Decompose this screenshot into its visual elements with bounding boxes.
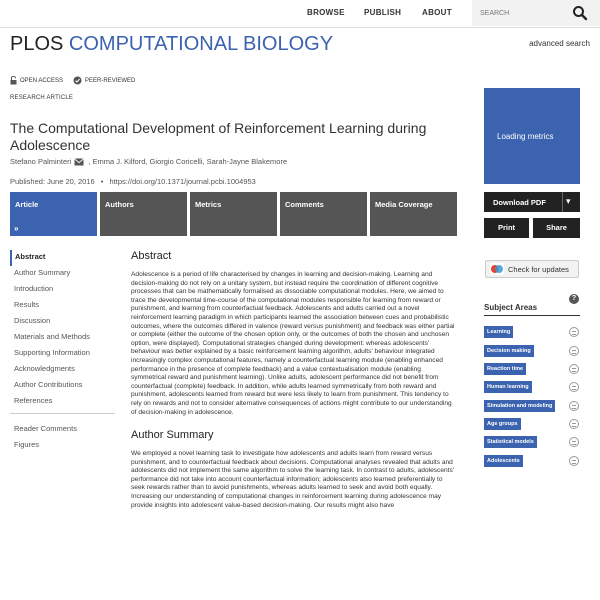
article-body [131,250,456,510]
tab-label: Comments [285,200,324,209]
flag-icon[interactable] [569,437,579,447]
article-type: RESEARCH ARTICLE [10,95,74,101]
help-icon[interactable]: ? [569,294,579,304]
top-navigation [0,0,600,28]
flag-icon[interactable] [569,401,579,411]
open-access-label: OPEN ACCESS [20,77,64,84]
subject-areas-divider [484,315,580,316]
subject-tag[interactable]: Age groups [484,418,521,430]
flag-icon[interactable] [569,327,579,337]
metrics-loading-text: Loading metrics [497,132,554,141]
published-date: Published: June 20, 2016 [10,177,95,186]
nav-about[interactable]: ABOUT [422,8,452,17]
check-for-updates-label: Check for updates [508,264,569,274]
search-icon[interactable] [572,5,588,21]
toc-discussion[interactable]: Discussion [14,316,51,325]
nav-publish[interactable]: PUBLISH [364,8,402,17]
toc-divider [10,413,115,414]
advanced-search-link[interactable]: advanced search [529,39,590,48]
toc-results[interactable]: Results [14,300,40,309]
chevron-down-icon: » [14,224,19,233]
subject-tag[interactable]: Decision making [484,345,534,357]
open-lock-icon [10,76,17,85]
caret-down-icon[interactable]: ▾ [566,196,571,206]
subject-tag[interactable]: Reaction time [484,363,526,375]
toc-references[interactable]: References [14,396,53,405]
subject-tag[interactable]: Simulation and modeling [484,400,555,412]
separator-bullet: • [100,177,104,186]
metrics-panel[interactable] [484,88,580,184]
peer-reviewed-badge [73,76,135,85]
tab-label: Article [15,200,39,209]
flag-icon[interactable] [569,382,579,392]
subject-tag[interactable]: Adolescents [484,455,523,467]
author-summary-text: We employed a novel learning task to investigate how adolescents and adults learn from reward versus punishment, and to counterfactual feedback about decisions. Computational analyses revealed that adults and adolescents did not implement the same algorithm to solve the learning task. In contrast to adults, adolescents' performance did not take into account counterfactual information; adolescents also learned preferentially to seek rewards rather than to avoid punishments, whereas adults learned to seek and avoid both equally. Increasing our understanding of computational changes in reinforcement learning during adolescence may provide insights into adolescent value-based decision-making. Our results might also have [131,450,455,509]
crossmark-icon [490,263,504,275]
access-badges [10,76,145,85]
toc-figures[interactable]: Figures [14,440,40,449]
button-divider [562,192,563,212]
publication-info [10,177,256,186]
tab-label: Authors [105,200,134,209]
toc-author-contributions[interactable]: Author Contributions [14,380,83,389]
table-of-contents [10,250,115,410]
toc-author-summary[interactable]: Author Summary [14,268,71,277]
peer-reviewed-icon [73,76,82,85]
author-summary-heading: Author Summary [131,429,214,442]
secondary-links [10,422,115,454]
toc-introduction[interactable]: Introduction [14,284,54,293]
toc-acknowledgments[interactable]: Acknowledgments [14,364,75,373]
tab-article[interactable] [10,192,97,236]
author-list [10,157,287,166]
doi-link[interactable]: https://doi.org/10.1371/journal.pcbi.1004953 [109,177,256,186]
toc-abstract[interactable]: Abstract [10,250,115,266]
nav-browse[interactable]: BROWSE [307,8,345,17]
flag-icon[interactable] [569,346,579,356]
tab-label: Metrics [195,200,222,209]
subject-tag[interactable]: Learning [484,326,513,338]
journal-logo[interactable] [10,33,333,55]
download-pdf-label: Download PDF [493,198,546,207]
corresponding-author-icon [74,158,84,166]
abstract-text: Adolescence is a period of life characterised by changes in learning and decision-making. Learning and decision-making do not rely on a unitary system, but instead require the coordination of different cognitive processes that can be mathematically formalised as dissociable computational modules. Here, we aimed to trace the developmental time-course of the computational modules responsible for learning from reward or punishment, and learning from counterfactual feedback. Adolescents and adults carried out a novel reinforcement learning paradigm in which participants learned the association between cues and probabilistic outcomes, where the outcomes differed in valence (reward versus punishment) and feedback was either partial or complete (either the outcome of the chosen option only, or the outcomes of both the chosen and unchosen option, were displayed). Computational strategies changed during development: whereas adolescents' behaviour was better explained by a basic reinforcement learning algorithm, adults' behaviour integrated increasingly complex computational features, namely a counterfactual learning module (enabling enhanced performance in the presence of complete feedback) and a value contextualisation module (enabling symmetrical reward and punishment learning). Unlike adults, adolescent performance did not benefit from counterfactual (complete) feedback. In addition, while adults learned symmetrically from both reward and punishment, adolescents learned from reward but were less likely to learn from punishment. This tendency to rely on rewards and not to consider alternative consequences of actions might contribute to our understanding of decision-making in adolescence. [131,271,455,416]
search-box [472,0,600,26]
article-title: The Computational Development of Reinforcement Learning during Adolescence [10,120,427,153]
tab-comments[interactable] [280,192,367,236]
download-pdf-button[interactable] [484,192,580,212]
open-access-badge [10,76,63,85]
tab-authors[interactable] [100,192,187,236]
logo-plos: PLOS [10,33,64,55]
logo-journal-name: COMPUTATIONAL BIOLOGY [68,33,334,55]
check-for-updates-button[interactable] [485,260,579,278]
header-divider [0,27,600,28]
tab-metrics[interactable] [190,192,277,236]
print-button[interactable]: Print [484,218,529,238]
abstract-heading: Abstract [131,250,172,262]
share-button[interactable]: Share [533,218,580,238]
toc-supporting-information[interactable]: Supporting Information [14,348,90,357]
subject-tag[interactable]: Statistical models [484,436,537,448]
search-input[interactable] [480,6,570,20]
tab-media-coverage[interactable] [370,192,457,236]
subject-areas-heading: Subject Areas [484,303,538,312]
flag-icon[interactable] [569,419,579,429]
author-link[interactable]: Stefano Palminteri [10,157,72,166]
subject-tag[interactable]: Human learning [484,381,532,393]
toc-materials-and-methods[interactable]: Materials and Methods [14,332,90,341]
flag-icon[interactable] [569,364,579,374]
peer-reviewed-label: PEER-REVIEWED [85,77,136,84]
co-authors[interactable]: , Emma J. Kilford, Giorgio Coricelli, Sarah-Jayne Blakemore [88,157,288,166]
tab-label: Media Coverage [375,200,433,209]
article-tabs [10,192,457,236]
flag-icon[interactable] [569,456,579,466]
toc-reader-comments[interactable]: Reader Comments [14,424,77,433]
